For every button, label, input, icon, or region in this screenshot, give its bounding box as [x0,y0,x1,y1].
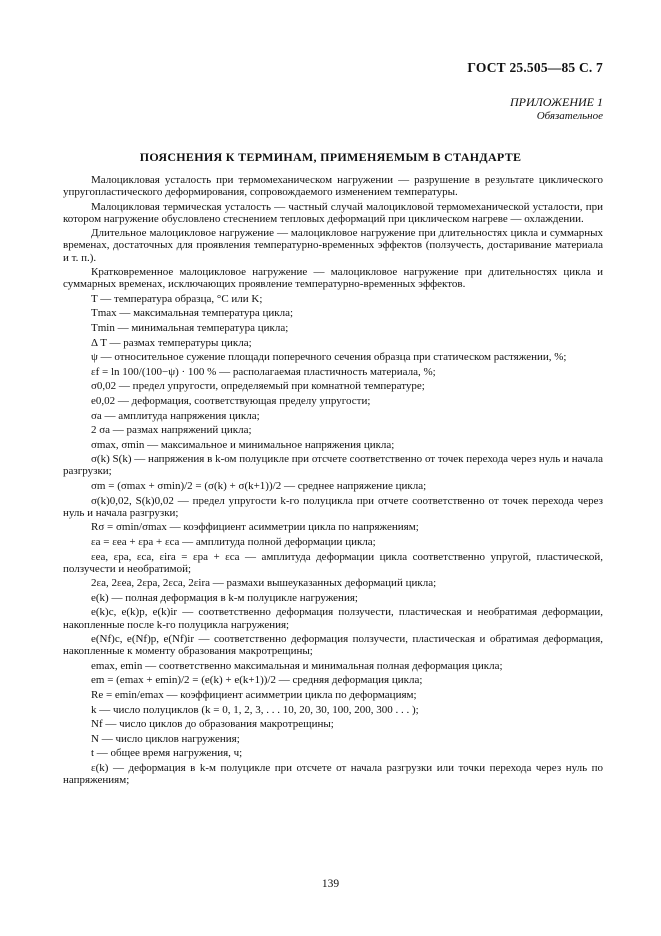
definition-item: ε(k) — деформация в k-м полуцикле при отсчете от начала разгрузки или точки перехода через нуль по напряжениям; [63,761,603,787]
definition-item: e(k)c, e(k)p, e(k)ir — соответственно деформация ползучести, пластическая и необратимая деформации, накопленные после k-го полуцикла нагружения; [63,606,603,631]
definition-item: σa — амплитуда напряжения цикла; [91,409,260,422]
definition-item: N — число циклов нагружения; [91,732,240,745]
definition-item: εa = εea + εpa + εca — амплитуда полной деформации цикла; [91,535,376,548]
definition-item: T — температура образца, °C или K; [91,292,263,305]
definition-item: Rσ = σmin/σmax — коэффициент асимметрии цикла по напряжениям; [91,521,419,534]
definition-item: e(Nf)c, e(Nf)p, e(Nf)ir — соответственно деформация ползучести, пластическая и обратимая деформация, накопленные к моменту образования макротрещины; [63,633,603,658]
definition-item: σ(k)0,02, S(k)0,02 — предел упругости k-го полуцикла при отчете соответственно от точек перехода через нуль и начала разгрузки; [63,494,603,519]
definition-item: emax, emin — соответственно максимальная и минимальная полная деформация цикла; [91,659,503,672]
definition-item: t — общее время нагружения, ч; [91,747,243,760]
paragraph: Малоцикловая усталость при термомеханическом нагружении — разрушение в результате циклического упругопластического деформирования, сопровождаемого изменением температуры. [63,174,603,199]
paragraph: Кратковременное малоцикловое нагружение — малоцикловое нагружение при длительностях цикла и суммарных временах, исключающих проявление температурно-временных эффектов. [63,266,603,291]
document-code: ГОСТ 25.505—85 С. 7 [467,60,603,75]
definition-item: e(k) — полная деформация в k-м полуцикле нагружения; [91,591,358,604]
definition-item: εf = ln 100/(100−ψ) · 100 % — располагаемая пластичность материала, %; [91,365,436,378]
definition-item: 2 σa — размах напряжений цикла; [91,424,252,437]
paragraph: Длительное малоцикловое нагружение — малоцикловое нагружение при длительностях цикла и суммарных временах, достаточных для проявления температурно-временных эффектов (ползучесть, достаривание материала и т. п.). [63,227,603,264]
appendix-status: Обязательное [536,110,603,122]
document-body [63,174,603,789]
definition-item: Δ T — размах температуры цикла; [91,336,252,349]
definition-item: εea, εpa, εca, εira = εpa + εca — амплитуда деформации цикла соответственно упругой, пластической, ползучести и необратимой; [63,550,603,575]
definition-item: Nf — число циклов до образования макротрещины; [91,718,334,731]
definition-item: σ(k) S(k) — напряжения в k-ом полуцикле при отсчете соответственно от точек перехода через нуль и начала разгрузки; [63,453,603,478]
definition-item: σm = (σmax + σmin)/2 = (σ(k) + σ(k+1))/2 — среднее напряжение цикла; [91,480,427,493]
definition-item: 2εa, 2εea, 2εpa, 2εca, 2εira — размахи вышеуказанных деформаций цикла; [91,577,437,590]
definition-item: em = (emax + emin)/2 = (e(k) + e(k+1))/2 — средняя деформация цикла; [91,674,423,687]
section-title: ПОЯСНЕНИЯ К ТЕРМИНАМ, ПРИМЕНЯЕМЫМ В СТАНДАРТЕ [139,150,522,164]
appendix-label: ПРИЛОЖЕНИЕ 1 [510,95,603,109]
definition-item: ψ — относительное сужение площади поперечного сечения образца при статическом растяжении, %; [91,351,567,364]
definition-item: e0,02 — деформация, соответствующая пределу упругости; [91,395,371,407]
definition-item: Tmax — максимальная температура цикла; [91,307,294,320]
definition-item: σmax, σmin — максимальное и минимальное напряжения цикла; [91,438,395,451]
definition-item: σ0,02 — предел упругости, определяемый при комнатной температуре; [91,380,425,393]
definition-item: Tmin — минимальная температура цикла; [91,322,289,335]
definition-item: k — число полуциклов (k = 0, 1, 2, 3, . . . 10, 20, 30, 100, 200, 300 . . . ); [91,703,419,716]
appendix-block [510,95,603,123]
paragraph: Малоцикловая термическая усталость — частный случай малоцикловой термомеханической усталости, при котором нагружение обусловлено стеснением тепловых деформаций при циклическом нагреве — охлаждении. [63,200,603,225]
page-number: 139 [321,878,340,890]
definition-item: Re = emin/emax — коэффициент асимметрии цикла по деформациям; [91,688,417,701]
